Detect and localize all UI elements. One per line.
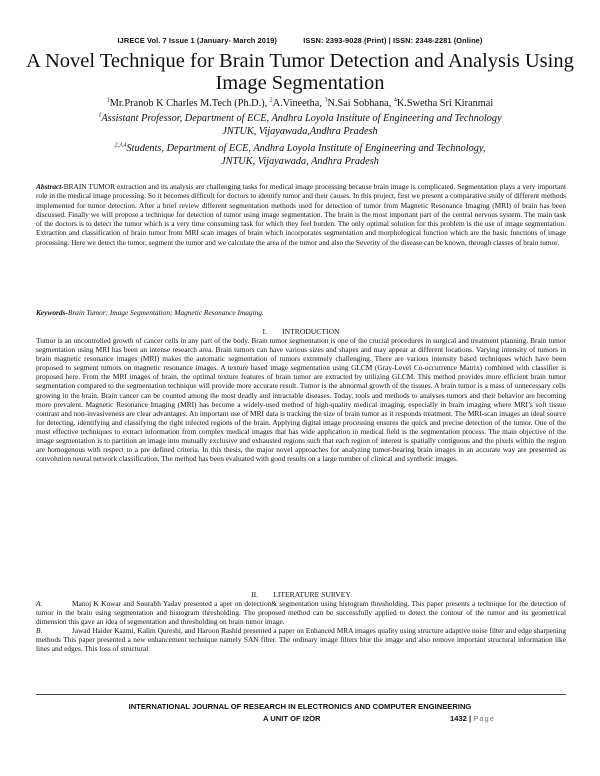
page-number [450, 714, 495, 723]
journal-issue: IJRECE Vol. 7 Issue 1 (January- March 2019) [117, 36, 277, 45]
affiliation-2-line-1: Students, Department of ECE, Andhra Loyola Institute of Engineering and Technology, [126, 143, 486, 154]
author-list [20, 98, 580, 109]
section-heading-literature-survey: II. LITERATURE SURVEY [251, 590, 351, 599]
footer-divider [36, 694, 566, 695]
keywords-label: Keywords- [36, 308, 68, 317]
affiliation-1 [20, 112, 580, 138]
footer-unit: A UNIT OF I2OR [263, 714, 321, 723]
keywords [36, 308, 566, 317]
item-text: Manoj K Kowar and Sourabh Yadav presented a aper on detection& segmentation using histogram thresholding. This paper presents a technique for the detection of tumor in the brain using segmentation and histogram thresholding. The proposed method can be successfully applied to detect the contour of the tumor and its geometrical dimension this gave an idea of segmentation and thresholding on brain tumor image. [36, 599, 566, 627]
page-label: Page [473, 714, 496, 723]
abstract-text: BRAIN TUMOR extraction and its analysis are challenging tasks for medical image processing because brain image is complicated. Segmentation plays a very important role in the medical image processing. So it becomes difficult for doctors to identify tumor and their causes. In this project, first we present a comparative study of different methods implemented for tumor detection. After a brief review different segmentation methods used for detection of tumor from Magnetic Resonance Imaging (MRI) of brain has been discussed. Finally we will propose a technique for detection of tumor using image segmentation. The brain is the most important part of the central nervous system. The main task of the doctors is to detect the tumor which is a very time consuming task for which they feel burden. The only optimal solution for this problem is the use of image segmentation. Extraction and classification of brain tumor from MRI scan images of brain which incorporates segmentation and morphological function which are the basic functions of image processing. Here we detect the tumor, segment the tumor and we calculate the area of the tumor and also the Severity of the disease can be known, through classes of brain tumor. [36, 182, 566, 247]
paper-title: A Novel Technique for Brain Tumor Detection and Analysis Using Image Segmentation [26, 50, 574, 94]
author-3-sup: 3 [324, 97, 328, 104]
list-item [36, 626, 566, 653]
abstract [36, 182, 566, 247]
running-header [0, 36, 600, 45]
affiliation-2-sup: 2,3,4 [114, 142, 127, 149]
author-4: K.Swetha Sri Kiranmai [396, 98, 494, 109]
section-heading-introduction: I. INTRODUCTION [262, 327, 340, 336]
page-number-separator: | [466, 714, 474, 723]
page-number-value: 1432 [450, 714, 467, 723]
affiliation-2-line-2: JNTUK, Vijayawada, Andhra Pradesh [221, 156, 379, 167]
footer-journal-name: INTERNATIONAL JOURNAL OF RESEARCH IN ELECTRONICS AND COMPUTER ENGINEERING [128, 702, 472, 711]
affiliation-2 [20, 142, 580, 168]
abstract-label: Abstract- [36, 182, 64, 191]
author-2: A.Vineetha, [272, 98, 325, 109]
item-marker: B. [36, 626, 43, 636]
affiliation-1-line-2: JNTUK, Vijayawada,Andhra Pradesh [222, 126, 378, 137]
affiliation-1-sup: 1 [98, 112, 102, 119]
author-1: Mr.Pranob K Charles M.Tech (Ph.D.), [109, 98, 270, 109]
list-item [36, 599, 566, 626]
issn-info: ISSN: 2393-9028 (Print) | ISSN: 2348-2281 (Online) [303, 36, 483, 45]
affiliation-1-line-1: Assistant Professor, Department of ECE, Andhra Loyola Institute of Engineering and Technology [101, 113, 502, 124]
item-marker: A. [36, 599, 43, 608]
literature-survey [36, 599, 566, 654]
keywords-text: Brain Tumor; Image Segmentation; Magnetic Resonance Imaging. [67, 308, 264, 317]
author-4-sup: 4 [393, 97, 397, 104]
author-2-sup: 2 [269, 97, 273, 104]
author-1-sup: 1 [106, 97, 110, 104]
author-3: N.Sai Sobhana, [327, 98, 394, 109]
introduction-text: Tumor is an uncontrolled growth of cancer cells in any part of the body. Brain tumor segmentation is one of the crucial procedures in surgical and treatment planning. Brain tumor segmentation using MRI has been an intense research area. Brain tumors can have various sizes and shapes and may appear at different locations. Varying intensity of tumors in brain magnetic resonance images (MRI) makes the automatic segmentation of tumors extremely challenging. There are various intensity based techniques which have been proposed to segment tumors on magnetic resonance images. A texture based image segmentation using GLCM (Gray-Level Co-occurrence Matrix) combined with classifier is proposed here. From the MRI images of brain, the optimal texture features of brain tumor are extracted by utilizing GLCM. This method provides more efficient brain tumor segmentation compared to the segmentation technique will provide more accurate result. Tumor is the abnormal growth of the tissues. A brain tumor is a mass of unnecessary cells growing in the brain. Brain cancer can be counted among the most deadly and intractable diseases. Today, tools and methods to analyses tumors and their behavior are becoming more prevalent. Magnetic Resonance Imaging (MRI) has become a widely-used method of high-quality medical imaging, especially in brain imaging where MRI’s soft tissue contrast and non-invasiveness are clear advantages. An important use of MRI data is tracking the size of brain tumor as it responds treatment. The MRI-scan images an ideal source for detecting, identifying and classifying the right infected regions of the brain. Applying digital image processing ensures the quick and precise detection of the tumor. One of the most effective techniques to extract information from complex medical images that has wide application in medical field is the segmentation process. The main objective of the image segmentation is to partition an image into mutually exclusive and exhausted regions such that each region of interest is spatially contiguous and the pixels within the region are homogenous with respect to a pre defined criteria. In this thesis, the major novel approaches for analyzing tumor-bearing brain images in an accurate way are presented as convolution neural network classification. The method has been evaluated with good results on a large number of clinical and synthetic images. [36, 336, 566, 464]
item-text: Jawad Haider Kazmi, Kalim Qureshi, and Haroon Rashid presented a paper on Enhanced MRA images quality using structure adaptive noise filter and edge sharpening methods This paper presented a new enhancement technique namely SAN filter. The ordinary image filters blur the image and also remove important structural information like lines and edges. This loss of structural [36, 626, 566, 654]
